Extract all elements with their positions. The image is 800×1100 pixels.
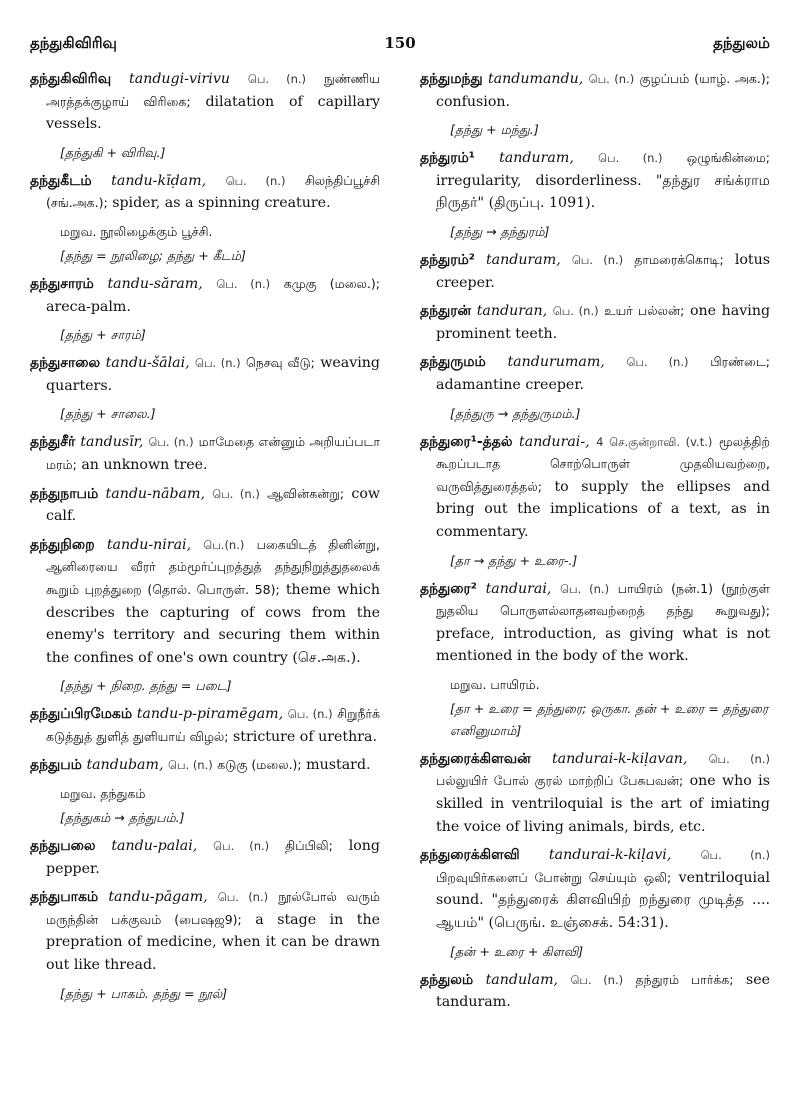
entry-transliteration: tandurai-k-kiḷavi, (548, 847, 672, 864)
entry-transliteration: tandu-nirai, (106, 536, 192, 553)
entry-english-definition: preface, introduction, as giving what is not mentioned in the body of the work. (436, 625, 770, 665)
dictionary-entry (30, 273, 380, 318)
entry-transliteration: tanduran, (476, 303, 548, 320)
dictionary-entry (30, 835, 380, 880)
entry-etymology: [தந்து + சாலை.] (60, 406, 156, 422)
entry-tamil-definition: குழப்பம் (யாழ். அக.); (639, 71, 770, 86)
entry-english-definition: an unknown tree. (81, 456, 208, 473)
entry-etymology: [தந்து + பாகம். தந்து = நூல்] (60, 985, 228, 1001)
entry-tamil-definition: கமுகு (மலை.); (283, 275, 380, 291)
entry-headword: தந்துரைக்கிளவி (420, 847, 520, 864)
entry-headword: தந்துப்பிரமேகம் (30, 706, 133, 723)
entry-tamil-definition: தாமரைக்கொடி; (634, 251, 724, 267)
entry-headword: தந்துரை¹-த்தல் (420, 433, 513, 450)
left-column (30, 68, 380, 1011)
entry-tamil-definition: பகையிடத் தினின்று, ஆனிரையை வீரர் தம்மூர்ப்புறத்துத் தந்துநிறுத்துதலைக் கூறும் புறத்துறை (தொல். பொருள். 58); (46, 536, 380, 597)
entry-transliteration: tandu-palai, (111, 838, 198, 855)
entry-headword: தந்துரம்² (420, 251, 475, 268)
entry-part-of-speech: 4 செ.குன்றாவி. (v.t.) (596, 434, 713, 449)
entry-etymology: [தந்துகம் → தந்துபம்.] (60, 810, 185, 826)
dictionary-entry (30, 886, 380, 976)
entry-transliteration: tandurumam, (507, 354, 605, 371)
entry-transliteration: tandu-šālai, (105, 355, 190, 372)
entry-english-definition: theme which describes the capturing of cows from the enemy's territory and securing them within the confines of one's own country (செ.அக.). (46, 581, 381, 666)
dictionary-entry (420, 969, 770, 1014)
entry-headword: தந்துபாகம் (30, 889, 99, 906)
entry-english-definition: to supply the ellipses and bring out the implications of a text, as in commentary. (436, 478, 770, 540)
entry-part-of-speech: பெ. (n.) (213, 839, 270, 854)
entry-tamil-definition: தந்துரம் பார்க்க; (635, 971, 734, 987)
entry-part-of-speech: பெ. (n.) (217, 890, 269, 905)
dictionary-entry (30, 534, 380, 670)
entry-english-definition: adamantine creeper. (436, 376, 585, 393)
entry-etymology: [தந்து → தந்துரம்] (450, 223, 550, 239)
dictionary-entry (420, 351, 770, 396)
entry-transliteration: tanduram, (499, 150, 574, 167)
entry-headword: தந்துசாரம் (30, 275, 94, 292)
entry-part-of-speech: பெ. (n.) (212, 486, 260, 501)
header-right-guide-word: தந்துலம் (713, 34, 770, 52)
entry-headword: தந்துரை² (420, 580, 477, 597)
dictionary-entry (30, 352, 380, 397)
entry-part-of-speech: பெ. (n.) (168, 758, 213, 773)
page-number: 150 (384, 34, 416, 52)
entry-etymology: [தன் + உரை + கிளவி] (450, 943, 584, 959)
dictionary-entry (420, 300, 770, 345)
entry-part-of-speech: பெ. (n.) (626, 355, 689, 370)
entry-english-definition: ventriloquial sound. "தந்துரைக் கிளவியிற் றந்துரை முடித்த .... ஆயம்" (பெருங். உஞ்சைக். 54:31). (436, 869, 770, 932)
entry-tamil-definition: பிரண்டை; (710, 354, 770, 370)
entry-part-of-speech: பெ. (n.) (588, 72, 635, 86)
entry-english-definition: areca-palm. (46, 298, 131, 315)
page-header (30, 34, 770, 58)
entry-etymology: [தந்து + நிறை. தந்து = படை] (60, 678, 232, 694)
entry-tamil-definition: பல்லுயிர் போல் குரல் மாற்றிப் பேசுபவன்; (436, 773, 684, 789)
entry-etymology: [தந்துரு → தந்துருமம்.] (450, 405, 581, 421)
entry-tamil-definition: திப்பிலி; (284, 838, 333, 854)
entry-headword: தந்துபலை (30, 838, 96, 855)
header-left-guide-word: தந்துகிவிரிவு (30, 34, 117, 52)
entry-transliteration: tandusīr, (80, 434, 144, 451)
entry-headword: தந்துமந்து (420, 71, 483, 87)
entry-english-definition: weaving quarters. (46, 355, 380, 394)
entry-transliteration: tandumandu, (487, 71, 584, 87)
entry-english-definition: lotus creeper. (436, 251, 771, 291)
entry-english-definition: a stage in the prepration of medicine, when it can be drawn out like thread. (46, 911, 380, 974)
entry-headword: தந்துநிறை (30, 536, 95, 553)
dictionary-entry (30, 703, 380, 748)
entry-part-of-speech: பெ. (n.) (225, 173, 286, 188)
entry-headword: தந்துநாபம் (30, 485, 99, 502)
entry-part-of-speech: பெ. (n.) (552, 304, 599, 319)
entry-tamil-definition: ஆவின்கன்று; (267, 485, 345, 501)
entry-english-definition: see tanduram. (436, 971, 770, 1011)
entry-part-of-speech: பெ. (n.) (195, 356, 241, 371)
entry-english-definition: one having prominent teeth. (436, 303, 771, 342)
dictionary-entry (420, 844, 770, 934)
right-column (420, 68, 770, 1020)
entry-etymology: [தந்து = நூலிழை; தந்து + கீடம்] (60, 247, 246, 263)
entry-synonym: மறுவ. பாயிரம். (450, 676, 540, 692)
dictionary-entry (420, 249, 770, 294)
entry-transliteration: tandu-nābam, (105, 485, 205, 502)
entry-tamil-definition: பாயிரம் (நன்.1) (நூற்குள் நுதலிய பொருளல்லாதனவற்றைத் தந்து கூறுவது); (436, 580, 770, 619)
entry-part-of-speech: பெ. (n.) (570, 972, 624, 987)
entry-headword: தந்துலம் (420, 971, 474, 988)
entry-etymology: [தந்து + மந்து.] (450, 122, 539, 138)
entry-part-of-speech: பெ. (n.) (700, 848, 770, 863)
entry-transliteration: tandurai-, (519, 433, 590, 450)
entry-transliteration: tandubam, (86, 757, 164, 774)
entry-tamil-definition: கடுகு (மலை.); (217, 757, 302, 773)
entry-transliteration: tandu-săram, (107, 275, 203, 292)
entry-transliteration: tandu-p-piramēgam, (136, 706, 284, 723)
entry-english-definition: confusion. (436, 93, 511, 110)
entry-tamil-definition: ஒழுங்கின்மை; (686, 150, 771, 166)
entry-transliteration: tanduram, (485, 251, 561, 268)
dictionary-entry (30, 68, 380, 136)
entry-tamil-definition: நெசவு வீடு; (246, 355, 315, 371)
entry-tamil-definition: மூலத்திற் கூறப்படாத சொற்பொருள் முதலியவற்றை, வருவித்துரைத்தல்; (436, 433, 770, 494)
entry-transliteration: tandulam, (485, 971, 559, 988)
entry-headword: தந்துகீடம் (30, 172, 92, 189)
entry-part-of-speech: பெ. (n.) (148, 435, 194, 450)
entry-transliteration: tandurai-k-kiḷavan, (551, 750, 688, 767)
entry-headword: தந்துரைக்கிளவன் (420, 750, 531, 767)
entry-english-definition: cow calf. (46, 485, 381, 525)
entry-english-definition: mustard. (306, 757, 371, 774)
dictionary-entry (420, 431, 770, 544)
dictionary-entry (420, 68, 770, 113)
entry-english-definition: spider, as a spinning creature. (112, 195, 331, 212)
entry-tamil-definition: நூல்போல் வரும் மருந்தின் பக்குவம் (பைஷஜ9); (46, 889, 380, 927)
entry-part-of-speech: பெ.(n.) (203, 537, 245, 552)
dictionary-entry (30, 431, 380, 476)
entry-headword: தந்துரன் (420, 303, 472, 320)
entry-english-definition: dilatation of capillary vessels. (46, 93, 381, 133)
entry-part-of-speech: பெ. (n.) (571, 252, 624, 267)
entry-english-definition: irregularity, disorderliness. "தந்துர சங்க்ராம நிருதர்" (திருப்பு. 1091). (436, 172, 770, 212)
entry-transliteration: tandurai, (485, 580, 552, 597)
entry-transliteration: tandu-pāgam, (108, 889, 208, 906)
dictionary-entry (420, 578, 770, 668)
dictionary-entry (420, 748, 770, 838)
entry-english-definition: long pepper. (46, 838, 380, 877)
entry-etymology: [தந்து + சாரம்] (60, 327, 146, 343)
entry-transliteration: tandu-kīḍam, (111, 172, 207, 189)
entry-synonym: மறுவ. தந்துகம் (60, 786, 146, 802)
entry-part-of-speech: பெ. (n.) (708, 751, 770, 766)
entry-headword: தந்துபம் (30, 757, 82, 774)
entry-tamil-definition: உயர் பல்லன்; (604, 303, 685, 319)
entry-part-of-speech: பெ. (n.) (560, 581, 610, 596)
dictionary-entry (420, 147, 770, 215)
entry-synonym: மறுவ. நூலிழைக்கும் பூச்சி. (60, 223, 213, 239)
entry-headword: தந்துசாலை (30, 355, 101, 372)
entry-tamil-definition: சிலந்திப்பூச்சி (சங்.அக.); (46, 172, 380, 211)
dictionary-entry (30, 754, 380, 777)
entry-etymology: [தந்துகி + விரிவு.] (60, 144, 166, 160)
entry-tamil-definition: மாமேதை என்னும் அறியப்படா மரம்; (46, 434, 380, 472)
entry-headword: தந்துகிவிரிவு (30, 71, 112, 87)
dictionary-entry (30, 170, 380, 215)
entry-part-of-speech: பெ. (n.) (247, 72, 307, 86)
entry-tamil-definition: பிறவுயிர்களைப் போன்று செய்யும் ஒலி; (436, 869, 672, 885)
dictionary-entry (30, 483, 380, 528)
entry-part-of-speech: பெ. (n.) (287, 707, 333, 722)
entry-part-of-speech: பெ. (n.) (598, 151, 663, 166)
entry-part-of-speech: பெ. (n.) (216, 276, 271, 291)
entry-tamil-definition: சிறுநீர்க் கடுத்துத் துளித் துளியாய் விழல்; (46, 706, 380, 744)
entry-english-definition: one who is skilled in ventriloquial is the art of imiating the voice of living animals, birds, etc. (436, 773, 770, 835)
entry-english-definition: stricture of urethra. (233, 728, 377, 745)
entry-transliteration: tandugi-virivu (129, 71, 230, 87)
entry-headword: தந்துசீர் (30, 434, 76, 451)
entry-tamil-definition: நுண்ணிய அரத்தக்குழாய் விரிகை; (46, 71, 380, 109)
entry-headword: தந்துருமம் (420, 354, 486, 371)
entry-etymology: [தா + உரை = தந்துரை; ஒருகா. தன் + உரை = தந்துரை எனினுமாம்] (450, 700, 769, 738)
entry-etymology: [தா → தந்து + உரை-.] (450, 552, 578, 568)
entry-headword: தந்துரம்¹ (420, 150, 475, 167)
